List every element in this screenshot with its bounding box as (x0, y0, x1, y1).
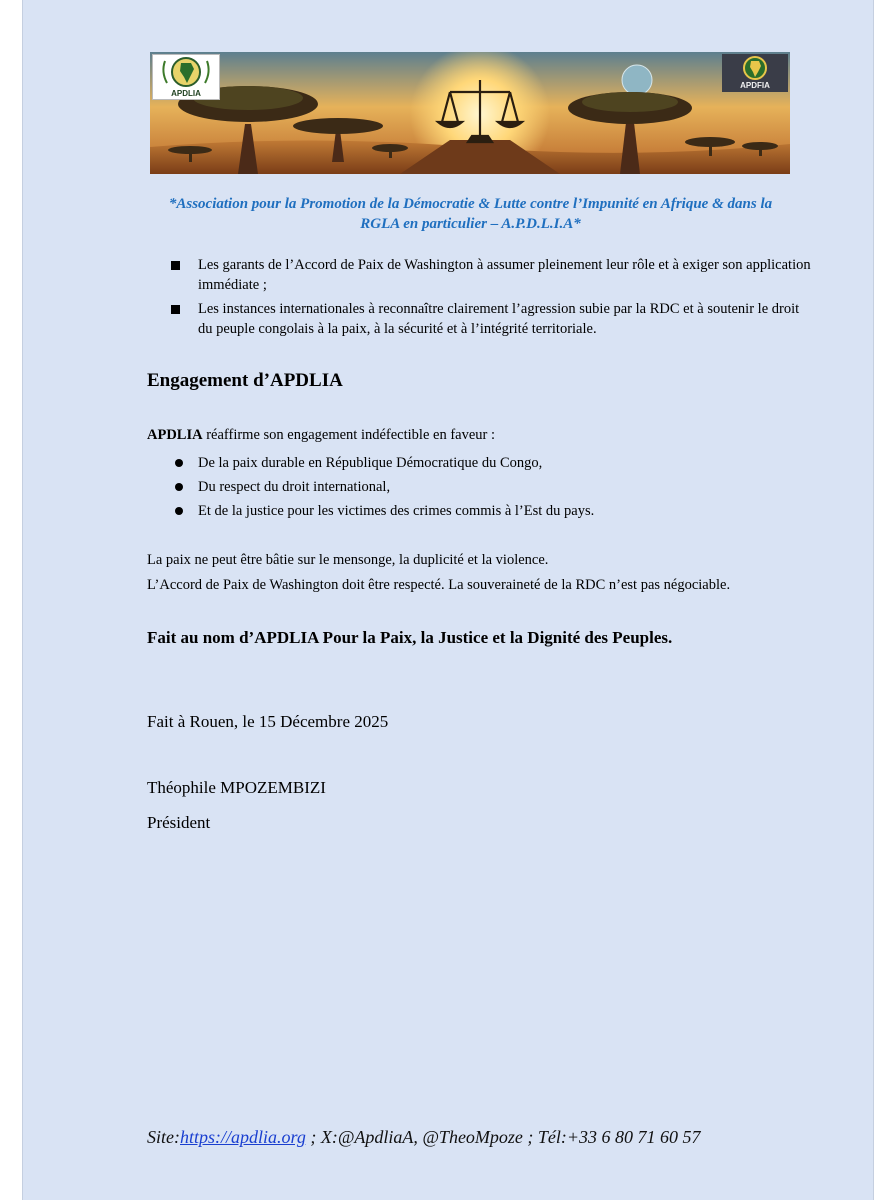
closing-paragraph-1: La paix ne peut être bâtie sur le mensonge, la duplicité et la violence. (147, 552, 549, 568)
list-item (175, 451, 594, 475)
apdfia-logo-text: APDFIA (740, 81, 770, 90)
engagement-intro (147, 427, 495, 444)
list-item (175, 499, 594, 523)
signatory-name: Théophile MPOZEMBIZI (147, 778, 326, 797)
apdfia-logo (722, 54, 788, 92)
document-page (22, 0, 874, 1200)
contact-details: ; X:@ApdliaA, @TheoMpoze ; Tél:+33 6 80 71 60 57 (305, 1127, 701, 1147)
engagement-item: Et de la justice pour les victimes des crimes commis à l’Est du pays. (198, 503, 595, 519)
closing-paragraph-2: L’Accord de Paix de Washington doit être respecté. La souveraineté de la RDC n’est pas négociable. (147, 577, 731, 593)
engagement-list (175, 451, 594, 523)
engagement-item: De la paix durable en République Démocratique du Congo, (198, 455, 543, 471)
signatory-role: Président (147, 813, 211, 832)
list-item (171, 255, 811, 295)
engagement-heading: Engagement d’APDLIA (147, 370, 343, 391)
header-banner (150, 52, 790, 174)
engagement-item: Du respect du droit international, (198, 479, 391, 495)
place-and-date: Fait à Rouen, le 15 Décembre 2025 (147, 712, 389, 731)
apdlia-logo (152, 54, 220, 100)
demand-text: Les garants de l’Accord de Paix de Washington à assumer pleinement leur rôle et à exiger son application immédiate ; (198, 257, 811, 293)
banner-illustration (150, 52, 790, 174)
apdlia-logo-text: APDLIA (171, 89, 201, 98)
africa-emblem-icon (153, 55, 219, 89)
africa-emblem-icon (722, 54, 788, 82)
demands-list (171, 255, 811, 343)
round-bullet-icon (175, 483, 183, 491)
demand-text: Les instances internationales à reconnaître clairement l’agression subie par la RDC et à soutenir le droit du peuple congolais à la paix, à la sécurité et à l’intégrité territoriale. (198, 301, 800, 337)
square-bullet-icon (171, 261, 180, 270)
footer-contact (147, 1127, 701, 1148)
intro-rest: réaffirme son engagement indéfectible en faveur : (202, 427, 496, 443)
round-bullet-icon (175, 459, 183, 467)
list-item (171, 299, 811, 339)
square-bullet-icon (171, 305, 180, 314)
round-bullet-icon (175, 507, 183, 515)
globe-shape (622, 65, 652, 95)
site-label: Site: (147, 1127, 180, 1147)
intro-bold: APDLIA (147, 427, 203, 443)
association-name: *Association pour la Promotion de la Démocratie & Lutte contre l’Impunité en Afrique & dans la RGLA en particulier – A.P.D.L.I.A* (168, 196, 773, 232)
site-link[interactable]: https://apdlia.org (180, 1127, 306, 1147)
list-item (175, 475, 594, 499)
fait-au-nom: Fait au nom d’APDLIA Pour la Paix, la Justice et la Dignité des Peuples. (147, 628, 673, 647)
